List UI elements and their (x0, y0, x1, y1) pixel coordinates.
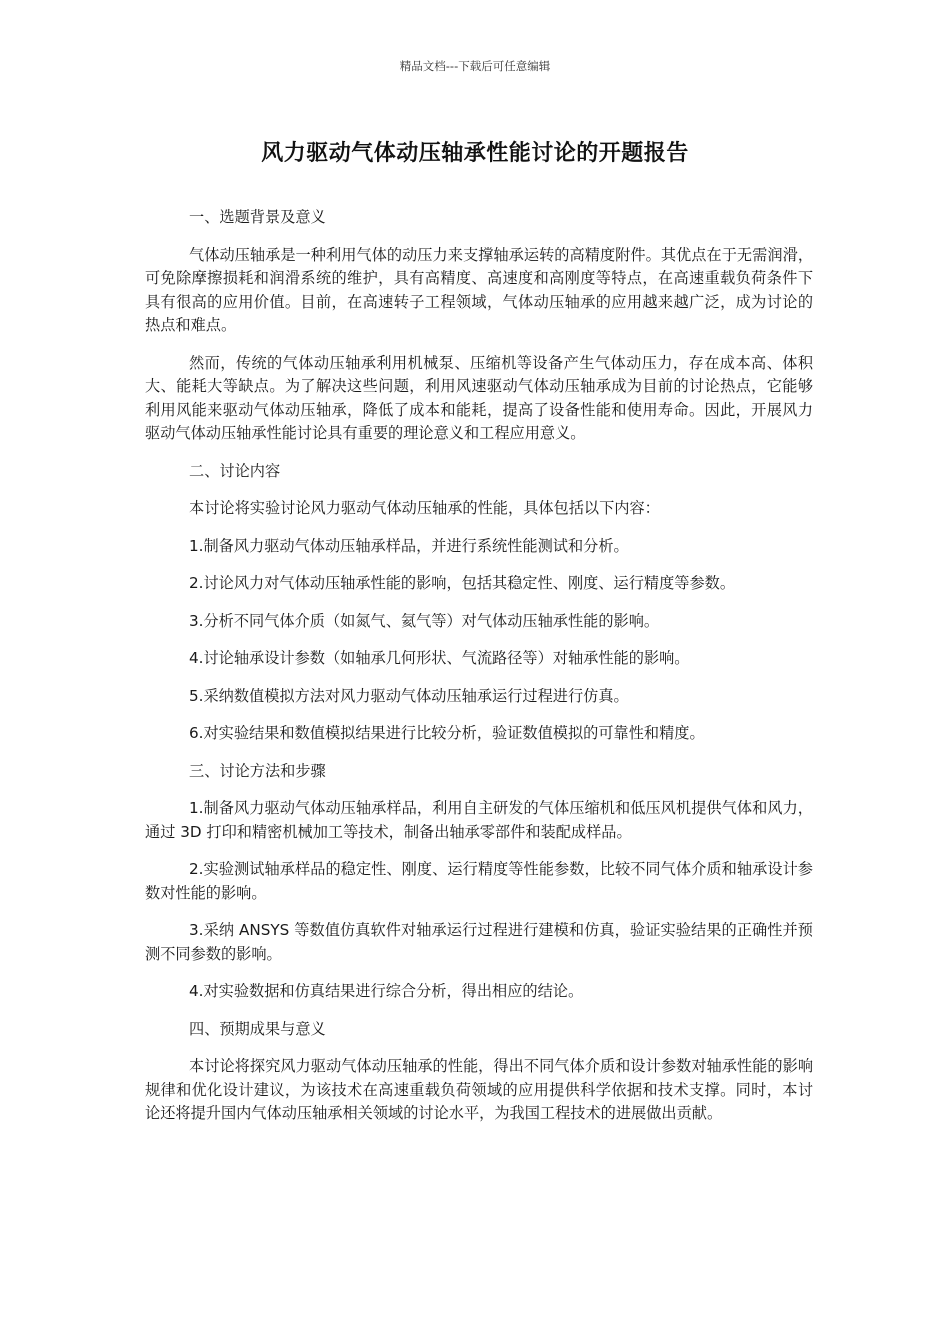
method-step-3: 3.采纳 ANSYS 等数值仿真软件对轴承运行过程进行建模和仿真，验证实验结果的正确性并预测不同参数的影响。 (145, 921, 813, 963)
content-item-3: 3.分析不同气体介质（如氮气、氦气等）对气体动压轴承性能的影响。 (189, 611, 660, 630)
paragraph-background-2: 然而，传统的气体动压轴承利用机械泵、压缩机等设备产生气体动压力，存在成本高、体积大、能耗大等缺点。为了解决这些问题，利用风速驱动气体动压轴承成为目前的讨论热点，它能够利用风能来驱动气体动压轴承，降低了成本和能耗，提高了设备性能和使用寿命。因此，开展风力驱动气体动压轴承性能讨论具有重要的理论意义和工程应用意义。 (145, 353, 813, 442)
section-heading-methods: 三、讨论方法和步骤 (189, 761, 326, 780)
method-step-2: 2.实验测试轴承样品的稳定性、刚度、运行精度等性能参数，比较不同气体介质和轴承设计参数对性能的影响。 (145, 860, 813, 902)
page-header: 精品文档---下载后可任意编辑 (399, 59, 551, 73)
paragraph-background-1: 气体动压轴承是一种利用气体的动压力来支撑轴承运转的高精度附件。其优点在于无需润滑，可免除摩擦损耗和润滑系统的维护，具有高精度、高速度和高刚度等特点，在高速重载负荷条件下具有很高的应用价值。目前，在高速转子工程领域，气体动压轴承的应用越来越广泛，成为讨论的热点和难点。 (145, 245, 813, 334)
content-item-4: 4.讨论轴承设计参数（如轴承几何形状、气流路径等）对轴承性能的影响。 (189, 649, 690, 667)
document-body (145, 206, 813, 1140)
section-heading-content: 二、讨论内容 (189, 461, 281, 480)
paragraph-content-intro: 本讨论将实验讨论风力驱动气体动压轴承的性能，具体包括以下内容： (189, 499, 660, 517)
method-step-4: 4.对实验数据和仿真结果进行综合分析，得出相应的结论。 (189, 982, 584, 1000)
section-heading-outcomes: 四、预期成果与意义 (189, 1019, 326, 1038)
content-item-5: 5.采纳数值模拟方法对风力驱动气体动压轴承运行过程进行仿真。 (189, 686, 629, 705)
content-item-2: 2.讨论风力对气体动压轴承性能的影响，包括其稳定性、刚度、运行精度等参数。 (189, 574, 736, 592)
paragraph-outcomes: 本讨论将探究风力驱动气体动压轴承的性能，得出不同气体介质和设计参数对轴承性能的影响规律和优化设计建议，为该技术在高速重载负荷领域的应用提供科学依据和技术支撑。同时，本讨论还将提升国内气体动压轴承相关领域的讨论水平，为我国工程技术的进展做出贡献。 (145, 1057, 813, 1122)
document-title: 风力驱动气体动压轴承性能讨论的开题报告 (261, 141, 689, 166)
content-item-6: 6.对实验结果和数值模拟结果进行比较分析，验证数值模拟的可靠性和精度。 (189, 724, 705, 742)
content-item-1: 1.制备风力驱动气体动压轴承样品，并进行系统性能测试和分析。 (189, 536, 629, 555)
section-heading-background: 一、选题背景及意义 (189, 208, 326, 226)
method-step-1: 1.制备风力驱动气体动压轴承样品，利用自主研发的气体压缩机和低压风机提供气体和风力，通过 3D 打印和精密机械加工等技术，制备出轴承零部件和装配成样品。 (145, 799, 813, 841)
